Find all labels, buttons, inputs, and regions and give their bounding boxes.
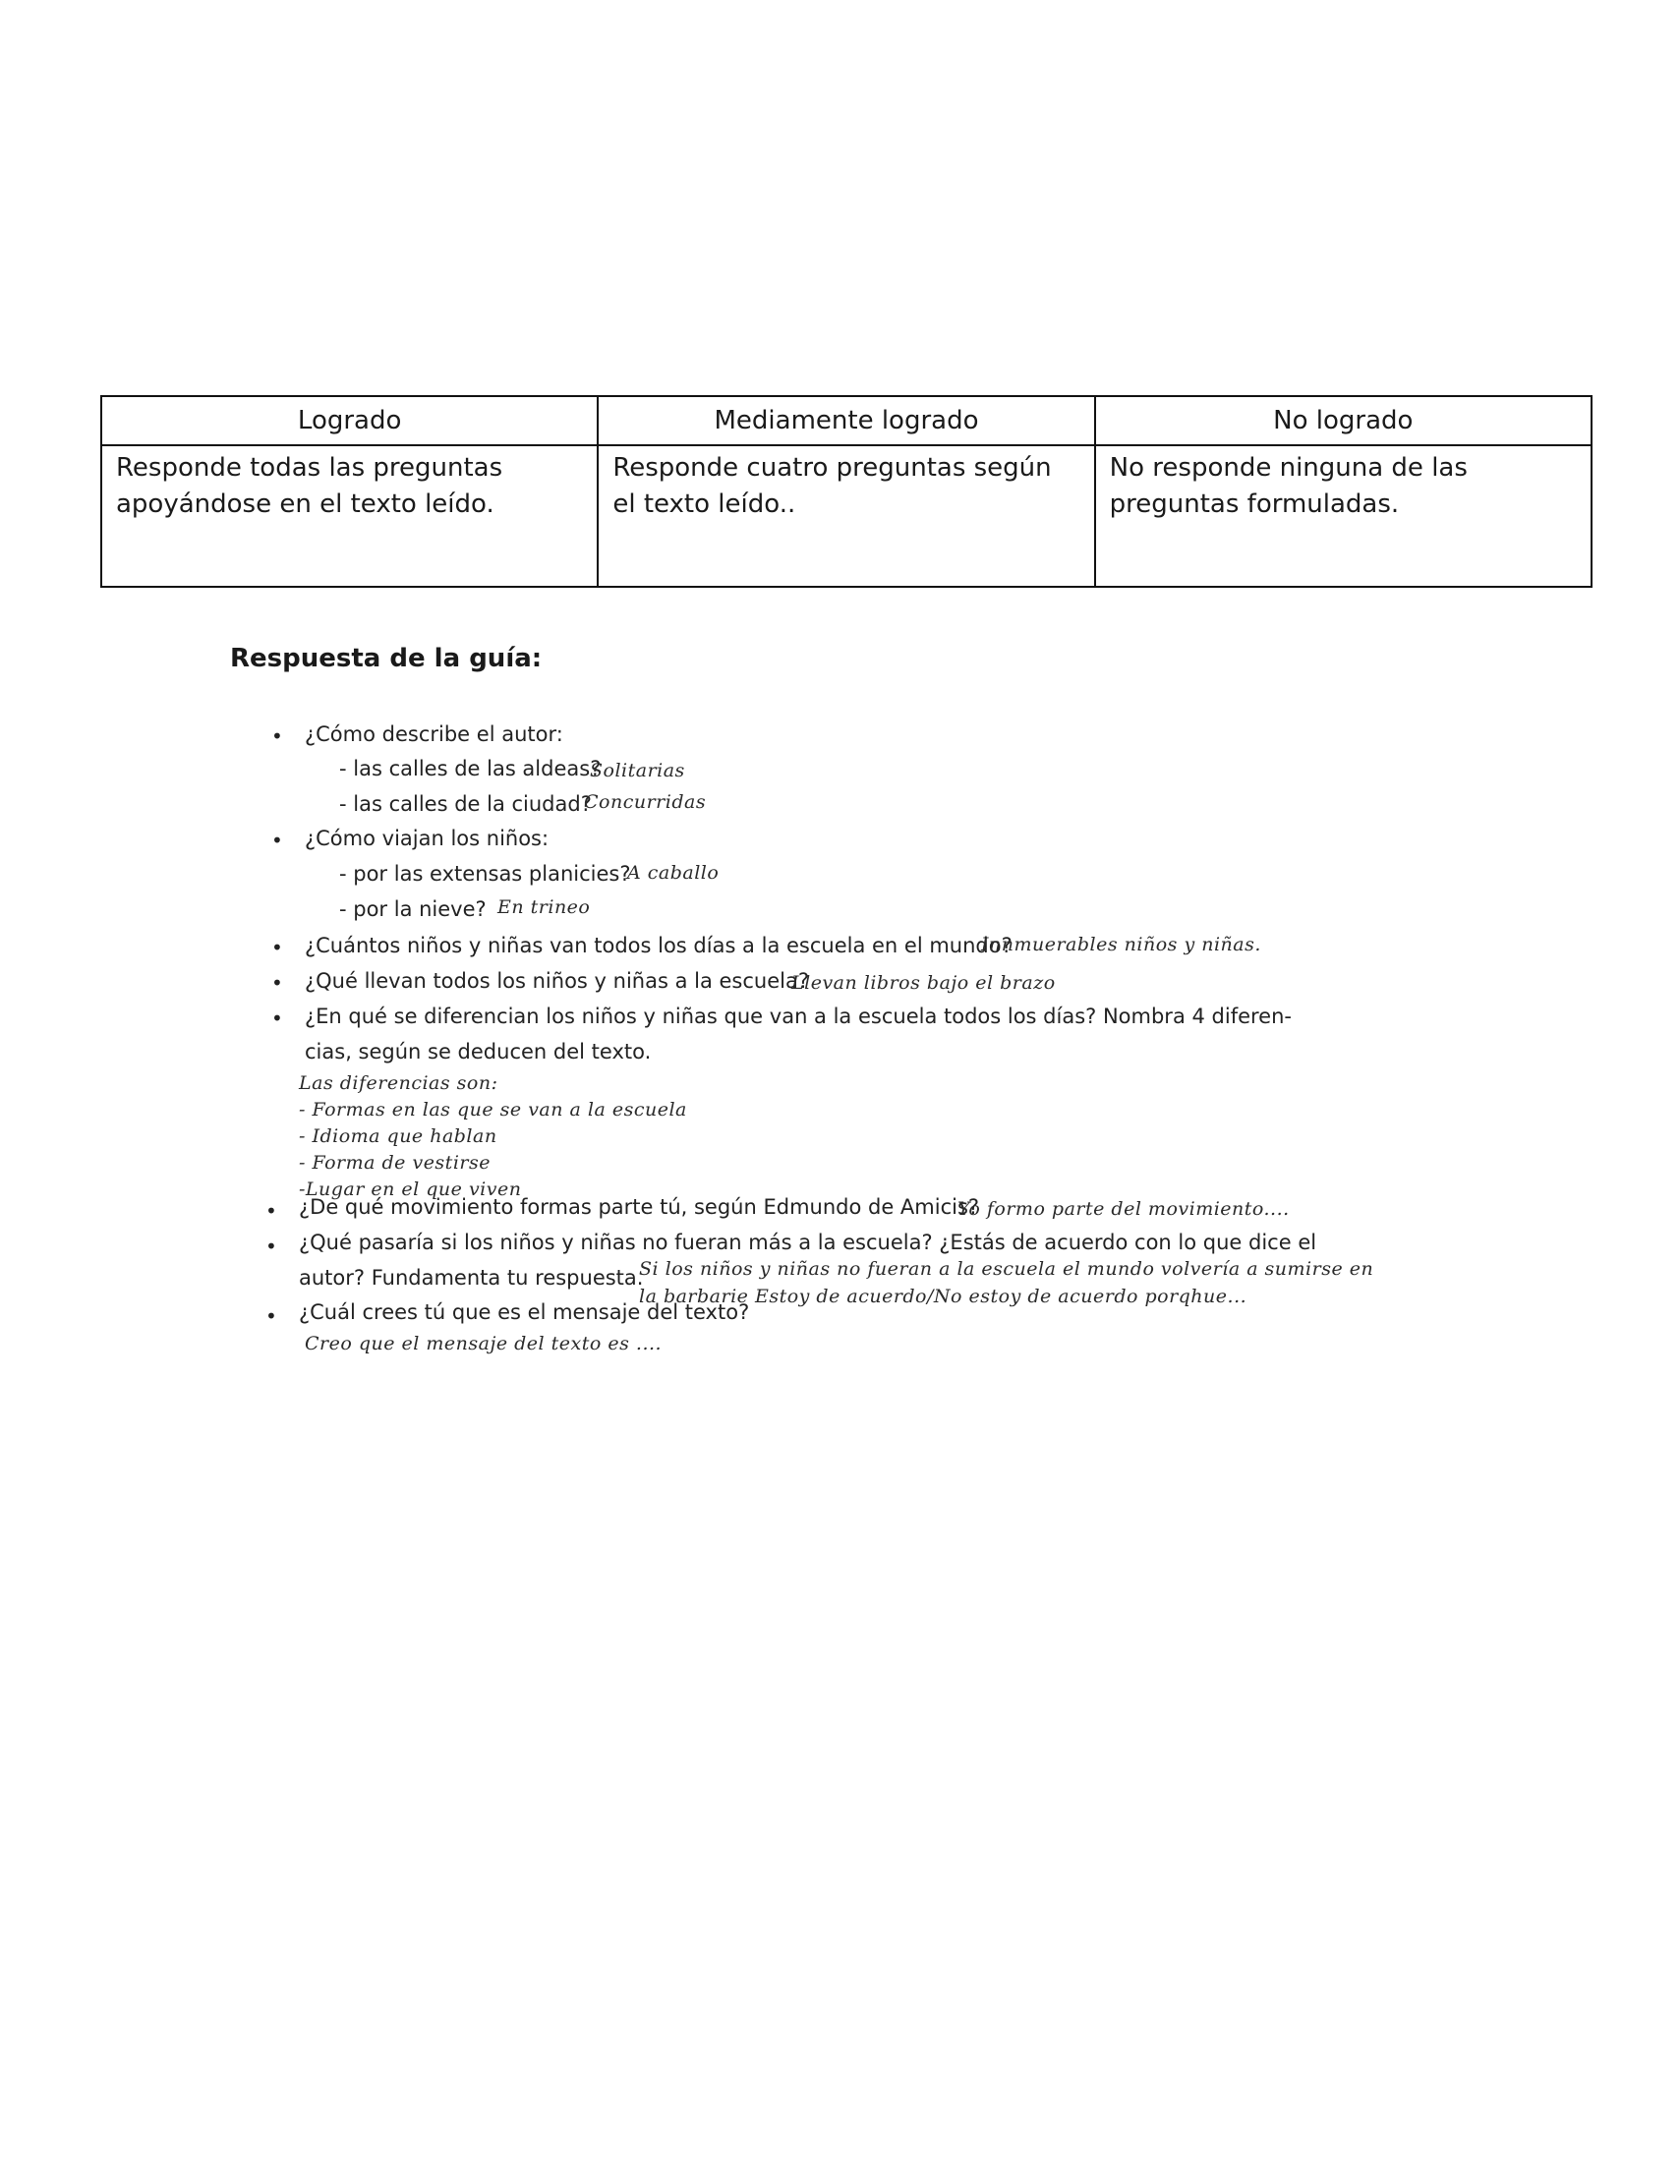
rubric-body-row [101,445,1592,587]
question-7-line-2: autor? Fundamenta tu respuesta. [299,1266,644,1290]
answer-5-line: Las diferencias son: [299,1072,498,1094]
question-1b: - las calles de la ciudad? [339,792,592,816]
answer-2b: En trineo [497,896,591,918]
bullet-icon: • [271,829,283,852]
question-2a: - por las extensas planicies? [339,862,631,886]
bullet-icon: • [265,1199,277,1223]
bullet-icon: • [271,971,283,995]
rubric-cell-no-logrado: No responde ninguna de las preguntas formuladas. [1095,445,1592,587]
question-7-line-1: ¿Qué pasaría si los niños y niñas no fueran más a la escuela? ¿Estás de acuerdo con lo que dice el [299,1231,1317,1254]
answer-5-line: - Formas en las que se van a la escuela [299,1099,687,1121]
rubric-table [100,395,1593,588]
answer-8: Creo que el mensaje del texto es .... [305,1333,663,1354]
answer-5-line: - Forma de vestirse [299,1152,491,1174]
question-6: ¿De qué movimiento formas parte tú, según Edmundo de Amicis? [299,1195,980,1219]
rubric-cell-mediamente: Responde cuatro preguntas según el texto leído.. [598,445,1094,587]
question-2: ¿Cómo viajan los niños: [305,827,550,850]
answer-5-line: -Lugar en el que viven [299,1178,522,1200]
rubric-header-mediamente: Mediamente logrado [598,396,1094,445]
rubric-header-logrado: Logrado [101,396,598,445]
rubric-header-row [101,396,1592,445]
bullet-icon: • [265,1304,277,1328]
answer-1b: Concurridas [584,791,707,813]
answer-7-line-1: Si los niños y niñas no fueran a la escuela el mundo volvería a sumirse en [639,1258,1374,1280]
question-5-line-1: ¿En qué se diferencian los niños y niñas que van a la escuela todos los días? Nombra 4 diferen- [305,1005,1292,1028]
answer-4: Llevan libros bajo el brazo [791,972,1056,994]
bullet-icon: • [271,724,283,748]
question-4: ¿Qué llevan todos los niños y niñas a la escuela? [305,969,809,993]
question-8: ¿Cuál crees tú que es el mensaje del texto? [299,1300,750,1324]
bullet-icon: • [271,936,283,959]
question-3: ¿Cuántos niños y niñas van todos los días a la escuela en el mundo? [305,934,1013,957]
question-2b: - por la nieve? [339,897,487,921]
section-heading: Respuesta de la guía: [230,644,543,673]
answer-1a: Solitarias [590,760,685,781]
rubric-header-no-logrado: No logrado [1095,396,1592,445]
bullet-icon: • [271,1006,283,1030]
answer-6: Yo formo parte del movimiento.... [957,1198,1290,1220]
question-1: ¿Cómo describe el autor: [305,722,563,746]
question-1a: - las calles de las aldeas? [339,757,602,780]
answer-3: Innmuerables niños y niñas. [981,934,1261,955]
answer-2a: A caballo [627,862,720,884]
question-5-line-2: cias, según se deducen del texto. [305,1040,652,1063]
bullet-icon: • [265,1235,277,1258]
answer-7-line-2: la barbarie Estoy de acuerdo/No estoy de acuerdo porqhue... [639,1286,1247,1307]
rubric-cell-logrado: Responde todas las preguntas apoyándose en el texto leído. [101,445,598,587]
answer-5-line: - Idioma que hablan [299,1125,497,1147]
